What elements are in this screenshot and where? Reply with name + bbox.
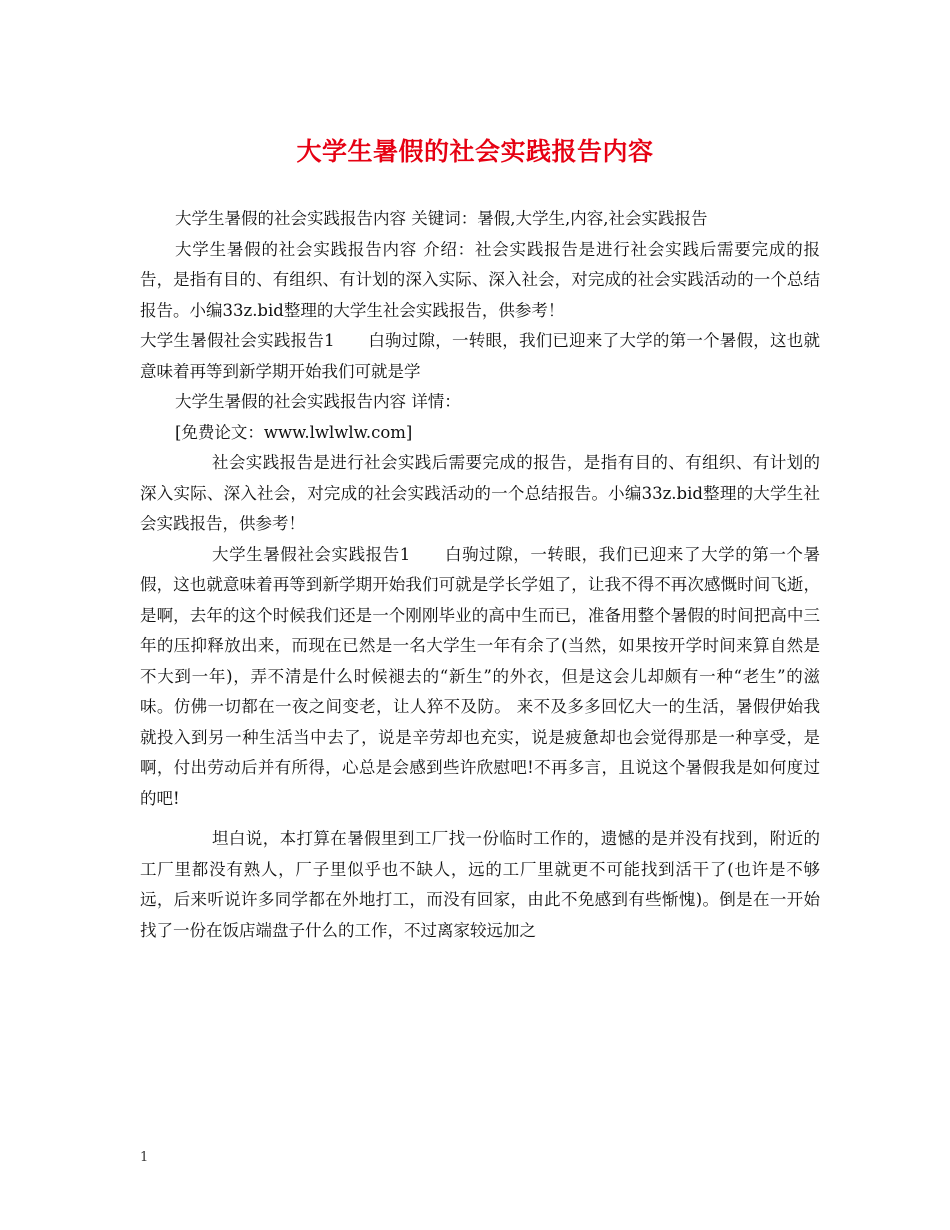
intro-excerpt-paragraph: 大学生暑假社会实践报告1 白驹过隙，一转眼，我们已迎来了大学的第一个暑假，这也就意味着再等到新学期开始我们可就是学 [140, 331, 820, 381]
body-paragraph: 坦白说，本打算在暑假里到工厂找一份临时工作的，遗憾的是并没有找到，附近的工厂里都没有熟人，厂子里似乎也不缺人，远的工厂里就更不可能找到活干了(也许是不够远，后来听说许多同学都在外地打工，而没有回家，由此不免感到有些惭愧)。倒是在一开始找了一份在饭店端盘子什么的工作，不过离家较远加之 [140, 829, 820, 940]
document-body [140, 204, 820, 946]
document-title: 大学生暑假的社会实践报告内容 [296, 137, 654, 166]
body-paragraph: 大学生暑假社会实践报告1 白驹过隙，一转眼，我们已迎来了大学的第一个暑假，这也就意味着再等到新学期开始我们可就是学长学姐了，让我不得不再次感慨时间飞逝，是啊，去年的这个时候我们还是一个刚刚毕业的高中生而已，准备用整个暑假的时间把高中三年的压抑释放出来，而现在已然是一名大学生一年有余了(当然，如果按开学时间来算自然是不大到一年)，弄不清是什么时候褪去的“新生”的外衣，但是这会儿却颇有一种“老生”的滋味。仿佛一切都在一夜之间变老，让人猝不及防。 来不及多多回忆大一的生活，暑假伊始我就投入到另一种生活当中去了，说是辛劳却也充实，说是疲惫却也会觉得那是一种享受，是啊，付出劳动后并有所得，心总是会感到些许欣慰吧!不再多言，且说这个暑假我是如何度过的吧! [140, 544, 820, 808]
source-link-text: [免费论文：www.lwlwlw.com] [175, 422, 413, 442]
intro-paragraph: 大学生暑假的社会实践报告内容 介绍：社会实践报告是进行社会实践后需要完成的报告，是指有目的、有组织、有计划的深入实际、深入社会，对完成的社会实践活动的一个总结报告。小编33z.bid整理的大学生社会实践报告，供参考！ [140, 239, 820, 320]
keywords-paragraph: 大学生暑假的社会实践报告内容 关键词：暑假,大学生,内容,社会实践报告 [175, 209, 708, 228]
details-heading: 大学生暑假的社会实践报告内容 详情： [175, 392, 461, 411]
body-paragraph: 社会实践报告是进行社会实践后需要完成的报告，是指有目的、有组织、有计划的深入实际、深入社会，对完成的社会实践活动的一个总结报告。小编33z.bid整理的大学生社会实践报告，供参考！ [140, 453, 820, 533]
page-number: 1 [140, 1150, 149, 1165]
